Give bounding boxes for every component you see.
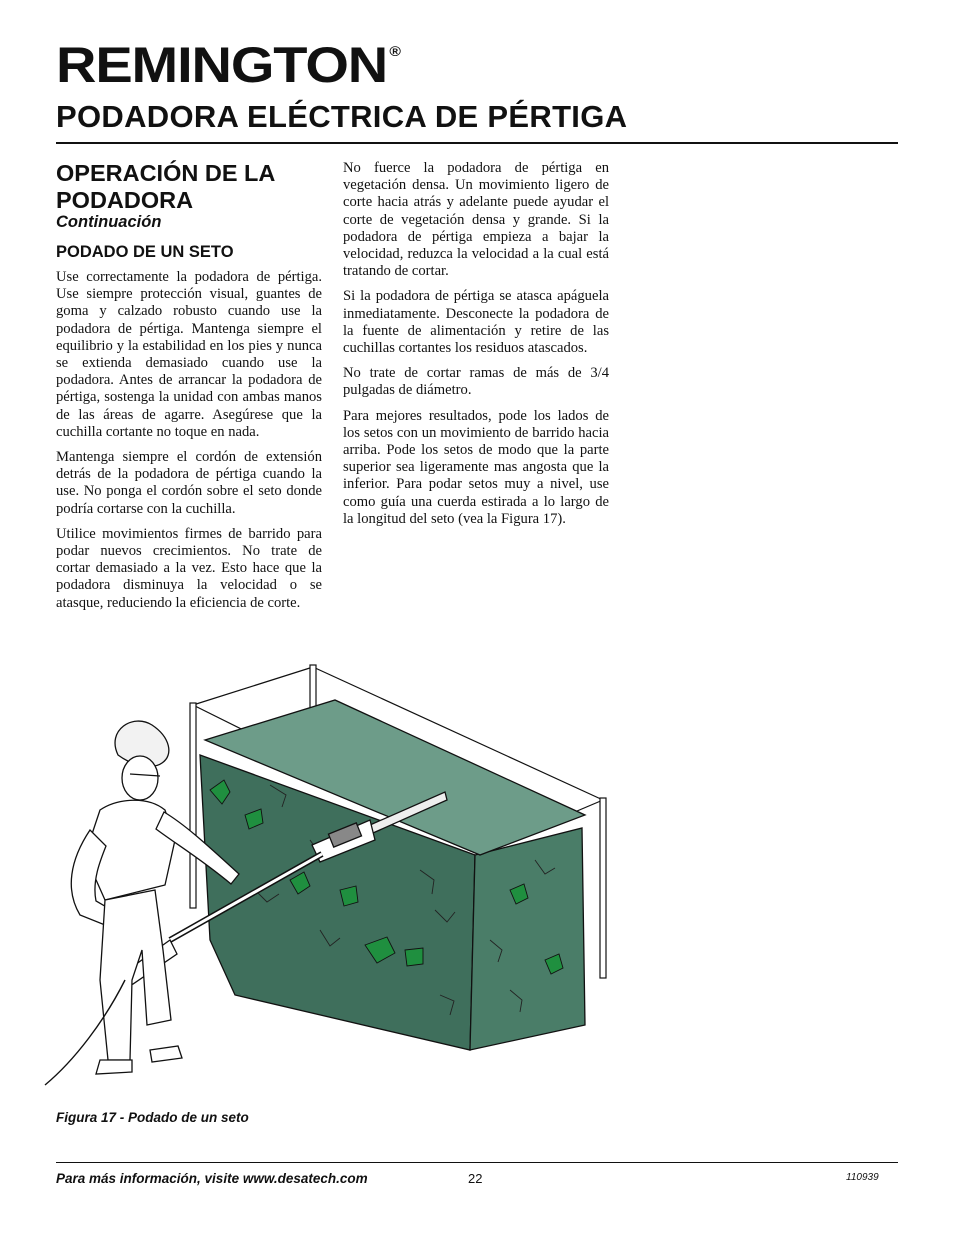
section-heading: OPERACIÓN DE LA PODADORA bbox=[56, 160, 275, 213]
paragraph: Mantenga siempre el cordón de extensión detrás de la podadora de pértiga cuando la use. No ponga el cordón sobre el seto donde podría cortarse con la cuchilla. bbox=[56, 449, 322, 517]
registered-mark: ® bbox=[389, 43, 400, 59]
paragraph: No trate de cortar ramas de más de 3/4 pulgadas de diámetro. bbox=[343, 365, 609, 399]
brand-name: REMINGTON bbox=[56, 37, 388, 93]
subsection-heading: PODADO DE UN SETO bbox=[56, 243, 234, 261]
paragraph: Use correctamente la podadora de pértiga. Use siempre protección visual, guantes de goma y calzado robusto cuando use la podadora de pértiga. Mantenga siempre el equilibrio y la estabilidad en los pies y nunca se extienda demasiado cuando use la podadora. Antes de arrancar la podadora de pértiga, sostenga la unidad con ambas manos de las áreas de agarre. Asegúrese que la cuchilla cortante no toque en nada. bbox=[56, 269, 322, 440]
figure-caption: Figura 17 - Podado de un seto bbox=[56, 1110, 249, 1125]
middle-column bbox=[343, 160, 609, 536]
page-number: 22 bbox=[468, 1171, 483, 1186]
paragraph: No fuerce la podadora de pértiga en vegetación densa. Un movimiento ligero de corte hacia atrás y adelante puede ayudar el corte de vegetación densa y grande. Si la podadora de pértiga empieza a bajar la velocidad, reduzca la velocidad a la cual está tratando de cortar. bbox=[343, 160, 609, 280]
hedge-trimming-illustration bbox=[40, 640, 640, 1100]
paragraph: Si la podadora de pértiga se atasca apáguela inmediatamente. Desconecte la podadora de la fuente de alimentación y retire de las cuchillas cortantes los residuos atascados. bbox=[343, 288, 609, 357]
paragraph: Utilice movimientos firmes de barrido para podar nuevos crecimientos. No trate de cortar demasiado a la vez. Esto hace que la podadora disminuya la velocidad o se atasque, reduciendo la eficiencia de corte. bbox=[56, 525, 322, 611]
document-number: 110939 bbox=[846, 1172, 879, 1183]
hedge-right-side bbox=[470, 828, 585, 1050]
continued-label: Continuación bbox=[56, 213, 162, 231]
footer-website-text: Para más información, visite www.desatech.com bbox=[56, 1171, 368, 1186]
footer-rule bbox=[56, 1162, 898, 1163]
brand-logo bbox=[56, 37, 400, 93]
left-column bbox=[56, 269, 322, 620]
paragraph: Para mejores resultados, pode los lados de los setos con un movimiento de barrido hacia arriba. Pode los setos de modo que la parte superior sea ligeramente mas angosta que la inferior. Para podar setos muy a nivel, use como guía una cuerda estirada a lo largo de la longitud del seto (vea la Figura 17). bbox=[343, 407, 609, 527]
header-rule bbox=[56, 142, 898, 144]
document-title: PODADORA ELÉCTRICA DE PÉRTIGA bbox=[56, 99, 628, 134]
